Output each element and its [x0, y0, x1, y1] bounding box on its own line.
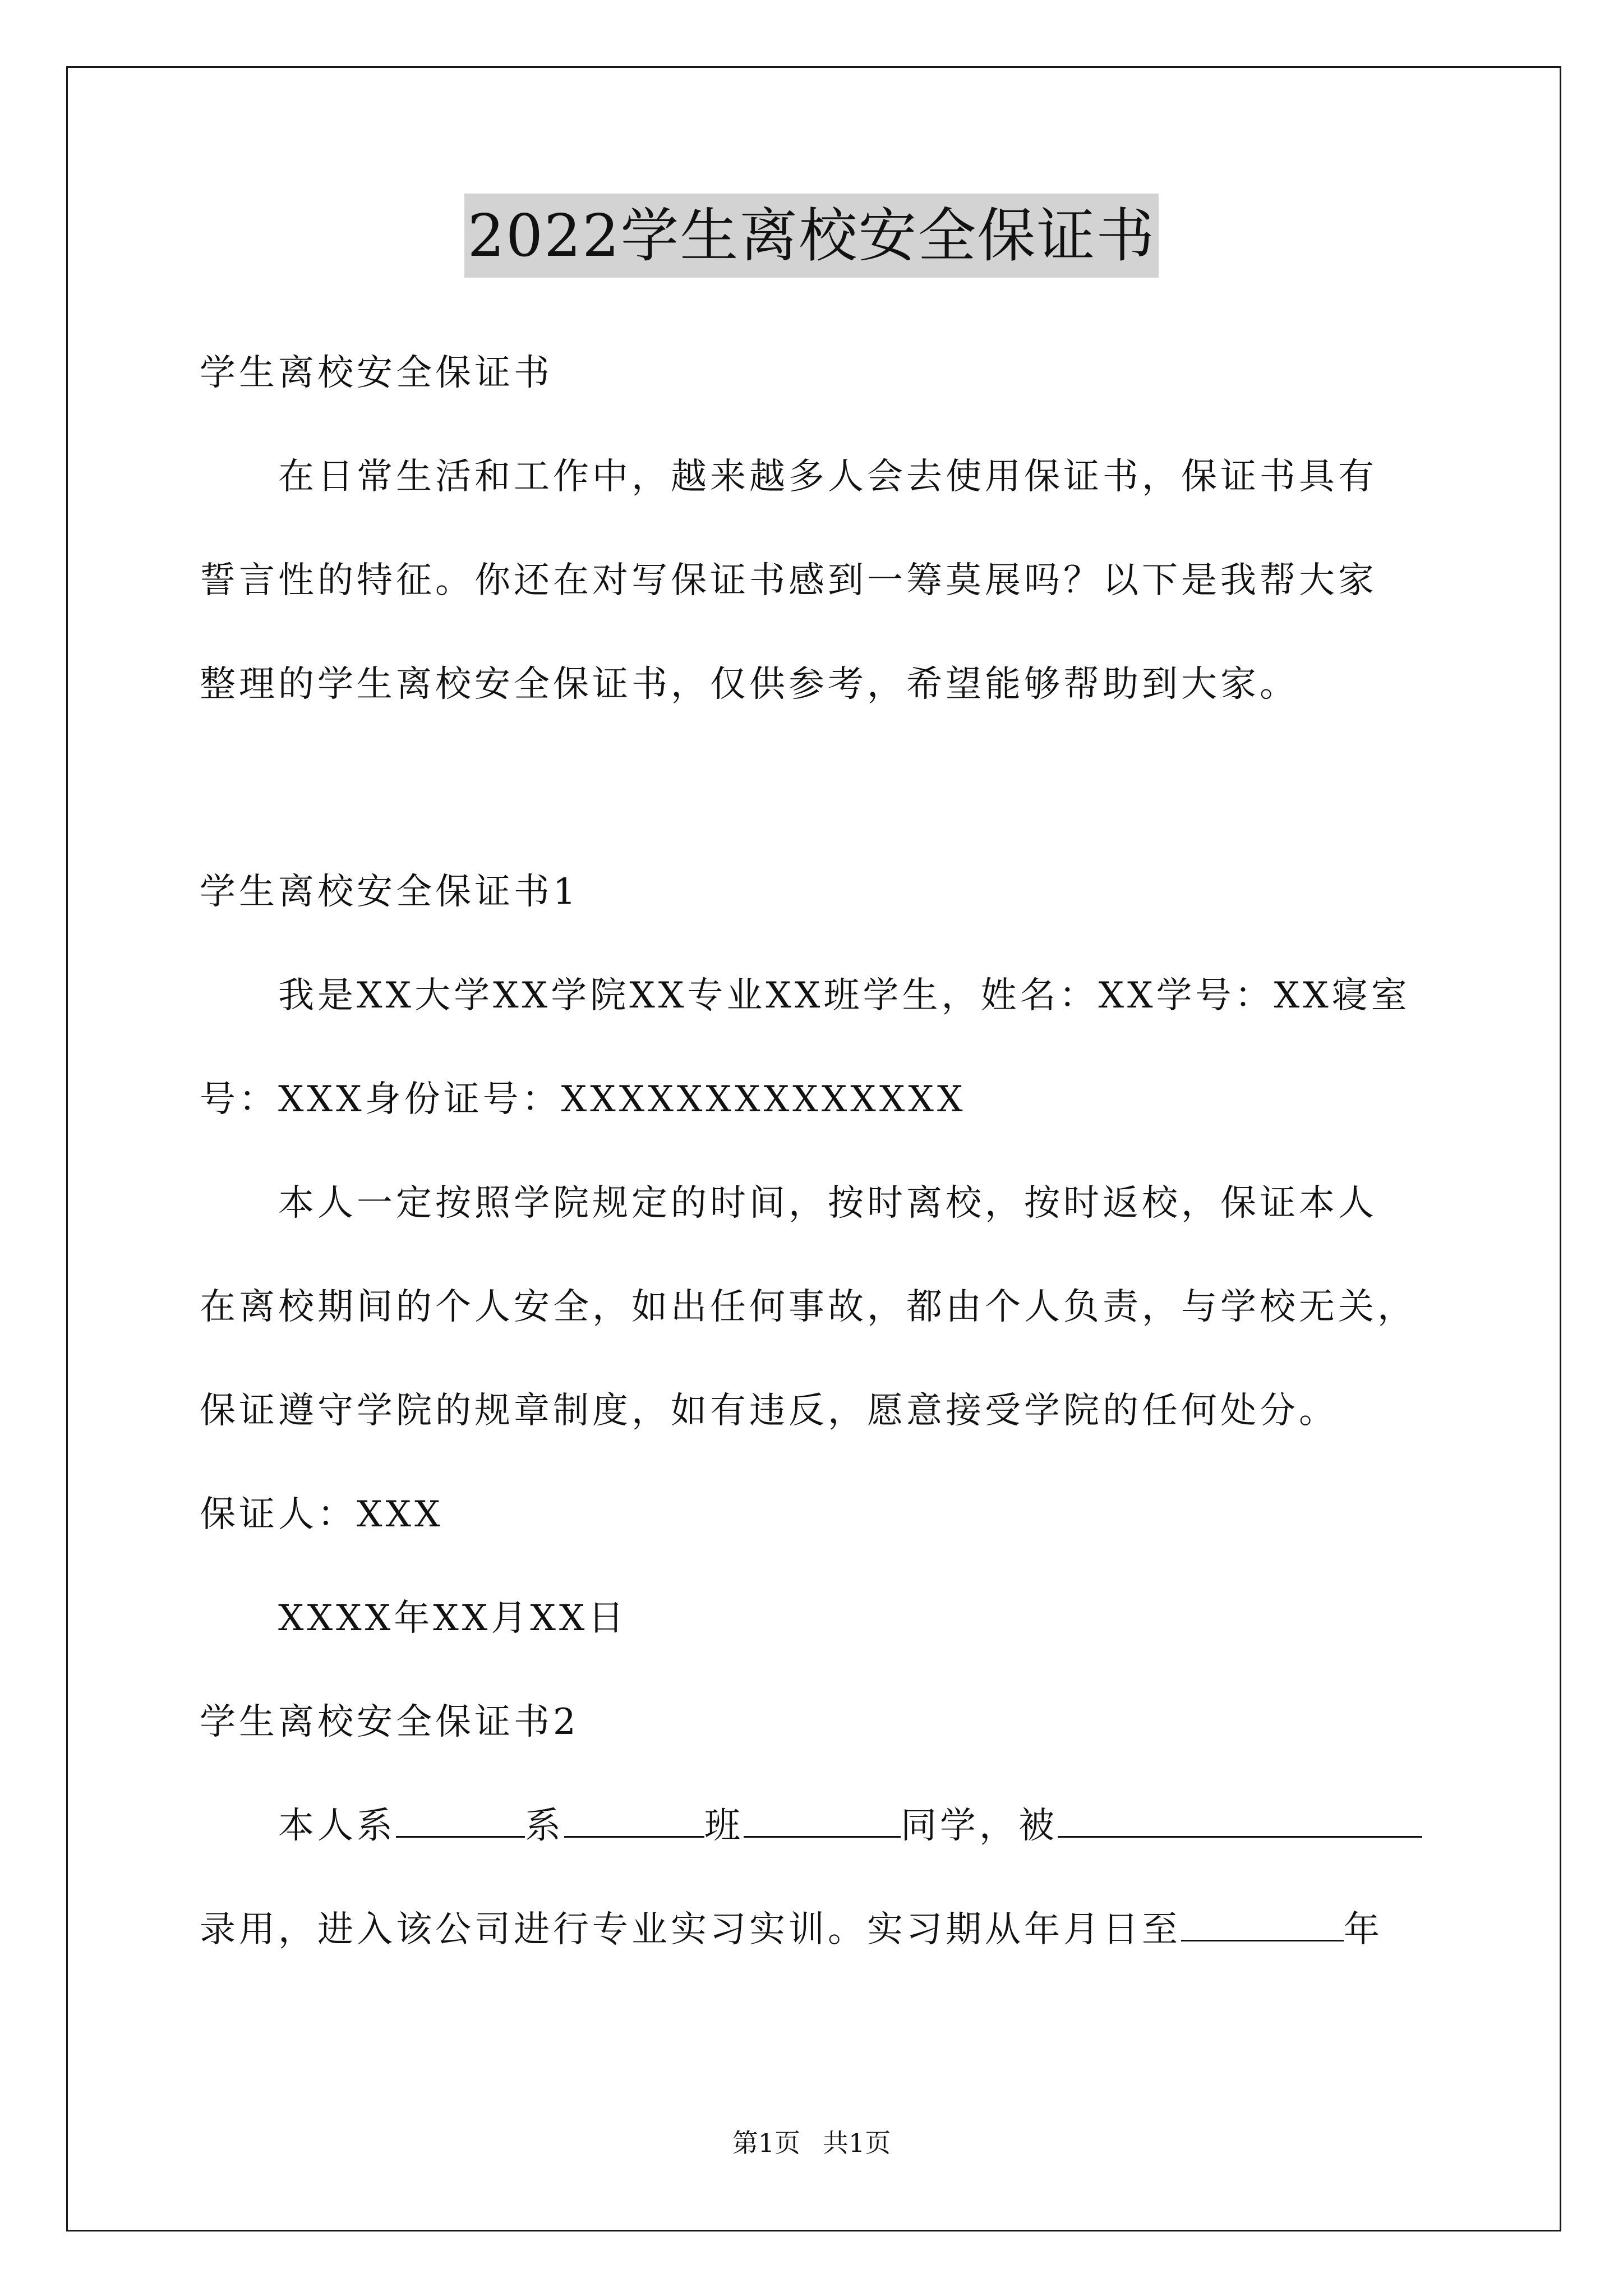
date-line: XXXX年XX月XX日 [278, 1598, 628, 1639]
section2-line2-year: 年 [1344, 1909, 1383, 1950]
section1-p2-line-3: 保证遵守学院的规章制度，如有违反，愿意接受学院的任何处分。 [200, 1390, 1338, 1432]
section2-text-part-1: 本人系 [278, 1805, 396, 1847]
class-blank-2 [744, 1801, 901, 1838]
section2-text-part-3: 班 [704, 1805, 744, 1847]
section2-heading: 学生离校安全保证书2 [200, 1701, 579, 1743]
section2-text-part-4: 同学，被 [901, 1805, 1058, 1847]
dept-blank [396, 1801, 525, 1838]
section1-p2-line-2: 在离校期间的个人安全，如出任何事故，都由个人负责，与学校无关， [200, 1286, 1417, 1328]
title-container [0, 194, 1623, 278]
section2-line-1 [278, 1801, 1422, 1851]
guarantor-line: 保证人：XXX [200, 1494, 444, 1535]
intro-line-2: 誓言性的特征。你还在对写保证书感到一筹莫展吗？以下是我帮大家 [200, 560, 1377, 601]
section1-p1-line-1: 我是XX大学XX学院XX专业XX班学生，姓名：XX学号：XX寝室 [278, 975, 1410, 1016]
intro-heading: 学生离校安全保证书 [200, 352, 553, 394]
end-date-blank [1181, 1905, 1344, 1941]
section1-heading: 学生离校安全保证书1 [200, 871, 579, 913]
section2-text-part-2: 系 [525, 1805, 564, 1847]
section1-p2-line-1: 本人一定按照学院规定的时间，按时离校，按时返校，保证本人 [278, 1182, 1377, 1224]
section2-line2-text: 录用，进入该公司进行专业实习实训。实习期从年月日至 [200, 1909, 1181, 1950]
page-total: 共1页 [823, 2128, 891, 2158]
intro-line-3: 整理的学生离校安全保证书，仅供参考，希望能够帮助到大家。 [200, 664, 1299, 705]
section2-line-2 [200, 1904, 1383, 1955]
page-number: 第1页 [732, 2128, 800, 2158]
section1-p1-line-2: 号：XXX身份证号：XXXXXXXXXXXXXX [200, 1079, 966, 1120]
class-blank-1 [564, 1801, 704, 1838]
page-footer [0, 2126, 1623, 2160]
company-blank [1058, 1801, 1422, 1838]
intro-line-1: 在日常生活和工作中，越来越多人会去使用保证书，保证书具有 [278, 456, 1377, 498]
document-title: 2022学生离校安全保证书 [464, 194, 1159, 278]
